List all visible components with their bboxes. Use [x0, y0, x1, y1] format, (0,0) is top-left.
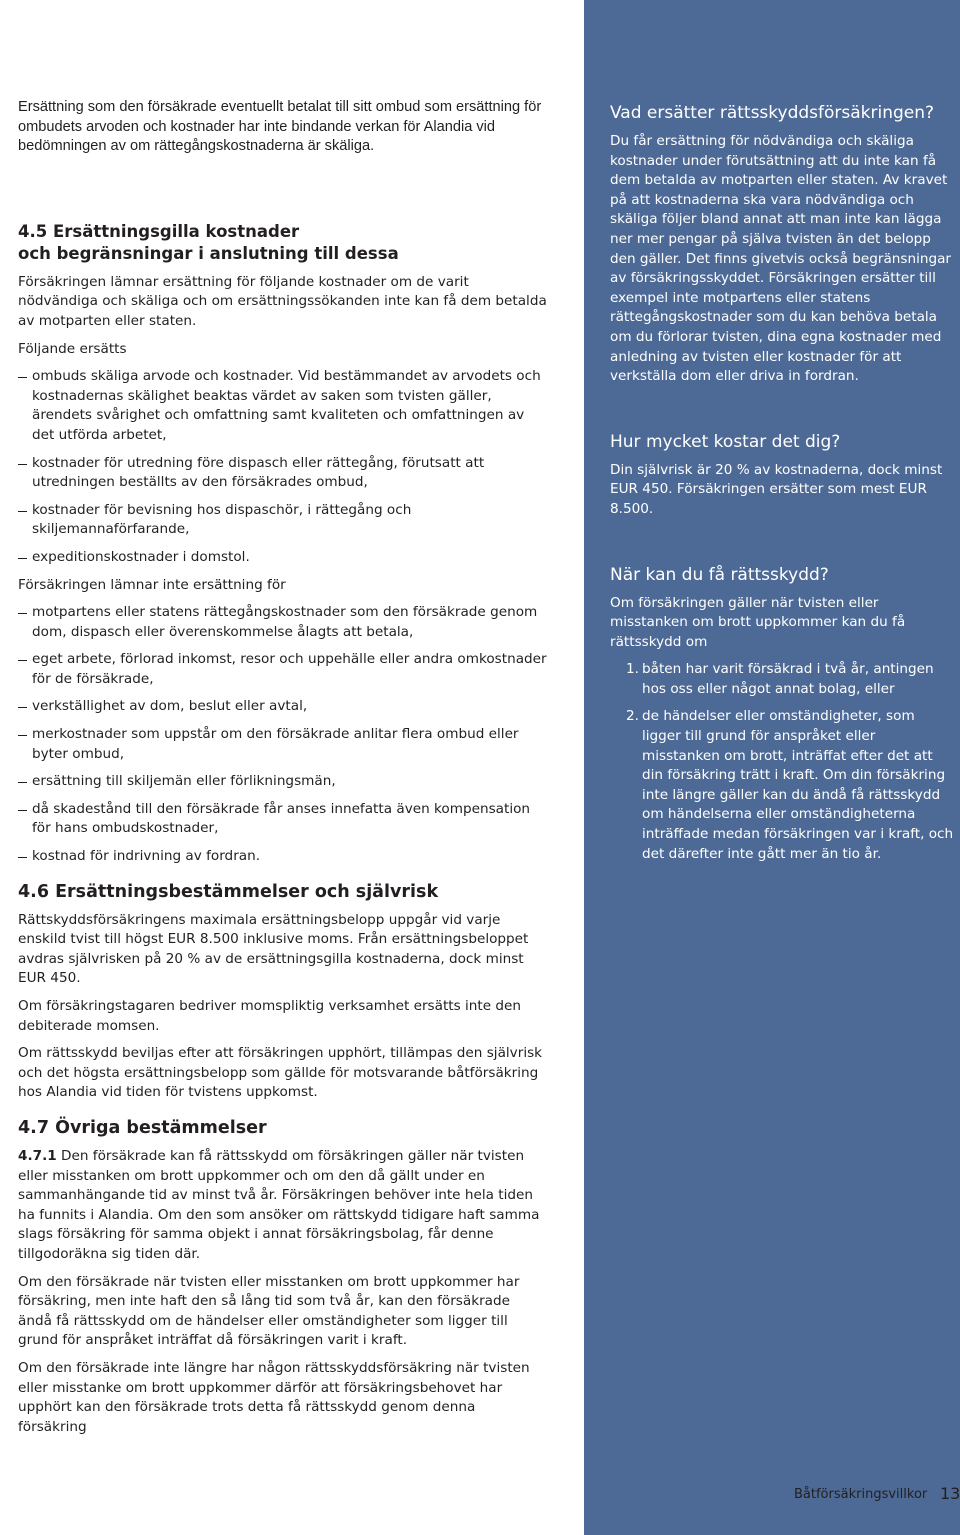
excluded-costs-list: [18, 603, 548, 867]
list-item: merkostnader som uppstår om den försäkrade anlitar flera ombud eller byter ombud,: [18, 725, 548, 764]
section-4-7-1-number: 4.7.1: [18, 1147, 57, 1164]
intro-paragraph: Ersättning som den försäkrade eventuellt betalat till sitt ombud som ersättning för ombudets arvoden och kostnader har inte bindande verkan för Alandia vid bedömningen av om rättegångskostnaderna är skäliga.: [18, 99, 542, 155]
section-4-5-excluded-intro: Försäkringen lämnar inte ersättning för: [18, 576, 286, 593]
list-item: kostnader för bevisning hos dispaschör, i rättegång och skiljemannaförfarande,: [18, 501, 548, 540]
sidebar-text-cost: Din självrisk är 20 % av kostnaderna, dock minst EUR 450. Försäkringen ersätter som mest EUR 8.500.: [610, 461, 943, 517]
page-footer: [794, 1484, 960, 1504]
list-item: då skadestånd till den försäkrade får anses innefatta även kompensation för hans ombudskostnader,: [18, 800, 548, 839]
sidebar-text-when: Om försäkringen gäller när tvisten eller misstanken om brott uppkommer kan du få rättsskydd om: [610, 594, 906, 650]
sidebar-heading-what-covered: Vad ersätter rättsskyddsförsäkringen?: [610, 103, 935, 123]
list-item-number: 1.: [626, 661, 639, 678]
section-4-6-heading: 4.6 Ersättningsbestämmelser och självrisk: [18, 881, 439, 902]
main-column: [18, 98, 548, 1445]
section-4-6-paragraph-1: Rättskyddsförsäkringens maximala ersättningsbelopp uppgår vid varje enskild tvist till högst EUR 8.500 inklusive moms. Från ersättningsbeloppet avdras självrisken på 20 % av de ersättningsgilla kostnaderna, dock minst EUR 450.: [18, 911, 529, 987]
list-item: [610, 707, 956, 864]
sidebar-heading-when: När kan du få rättsskydd?: [610, 564, 829, 585]
section-4-7-1-paragraph: [18, 1147, 548, 1265]
list-item: ombuds skäliga arvode och kostnader. Vid bestämmandet av arvodets och kostnadernas skälighet beaktas värdet av saken som tvisten gäller, ärendets svårighet och omfattning samt kvaliteten och omfattningen av det utförda arbetet,: [18, 367, 548, 445]
sidebar-text-what-covered: Du får ersättning för nödvändiga och skäliga kostnader under förutsättning att du inte kan få dem betalda av motparten eller staten. Av kravet på att kostnaderna ska vara nödvändiga och skäliga följer bland annat att man inte kan lägga ner mer pengar på själva tvisten än det belopp den gäller. Det finns givetvis också begränsningar av försäkringsskyddet. Försäkringen ersätter till exempel inte motpartens eller statens rättegångskostnader som du kan behöva betala om du förlorar tvisten, dina egna kostnader med anledning av tvisten eller kostnader för att verkställa dom eller driva in fordran.: [610, 133, 952, 385]
list-item: [610, 660, 956, 699]
section-4-7-paragraph-3: Om den försäkrade inte längre har någon rättsskyddsförsäkring när tvisten eller misstanke om brott uppkommer därför att försäkringsbehovet har upphört kan den försäkrade trots detta få rättsskydd genom denna försäkring: [18, 1359, 530, 1435]
section-4-5-heading: [18, 221, 548, 265]
footer-title: Båtförsäkringsvillkor: [794, 1487, 928, 1502]
list-item: kostnader för utredning före dispasch eller rättegång, förutsatt att utredningen beställts av den försäkrades ombud,: [18, 454, 548, 493]
list-item: kostnad för indrivning av fordran.: [18, 847, 548, 867]
list-item: verkställighet av dom, beslut eller avtal,: [18, 697, 548, 717]
section-4-6-paragraph-2: Om försäkringstagaren bedriver momspliktig verksamhet ersätts inte den debiterade momsen.: [18, 998, 522, 1034]
list-item-number: 2.: [626, 708, 639, 725]
list-item: motpartens eller statens rättegångskostnader som den försäkrade genom dom, dispasch eller överenskommelse ålagts att betala,: [18, 603, 548, 642]
section-4-5-covered-intro: Följande ersätts: [18, 340, 127, 357]
list-item: ersättning till skiljemän eller förlikningsmän,: [18, 772, 548, 792]
sidebar-conditions-list: [610, 660, 956, 864]
section-4-7-heading: 4.7 Övriga bestämmelser: [18, 1117, 267, 1138]
section-4-5-paragraph: Försäkringen lämnar ersättning för följande kostnader om de varit nödvändiga och skäliga och om ersättningssökanden inte kan få dem betalda av motparten eller staten.: [18, 273, 547, 329]
sidebar-content: [610, 102, 956, 872]
sidebar-panel: [584, 0, 960, 1535]
list-item: expeditionskostnader i domstol.: [18, 548, 548, 568]
section-4-5-heading-line1: 4.5 Ersättningsgilla kostnader: [18, 221, 300, 241]
section-4-5-heading-line2: och begränsningar i anslutning till dessa: [18, 243, 399, 263]
list-item-text: de händelser eller omständigheter, som ligger till grund för anspråket eller misstanken om brott, inträffat efter det att din försäkring trätt i kraft. Om din försäkring inte längre gäller kan du ändå få rättsskydd om händelserna eller omständigheterna inträffade medan försäkringen var i kraft, och det därefter inte gått mer än tio år.: [642, 708, 954, 862]
list-item: eget arbete, förlorad inkomst, resor och uppehälle eller andra omkostnader för de försäkrade,: [18, 650, 548, 689]
sidebar-heading-cost: Hur mycket kostar det dig?: [610, 431, 841, 452]
covered-costs-list: [18, 367, 548, 567]
section-4-6-paragraph-3: Om rättsskydd beviljas efter att försäkringen upphört, tillämpas den självrisk och det högsta ersättningsbelopp som gällde för motsvarande båtförsäkring hos Alandia vid tiden för tvistens uppkomst.: [18, 1045, 543, 1101]
section-4-7-1-text: Den försäkrade kan få rättsskydd om försäkringen gäller när tvisten eller misstanken om brott uppkommer och om den då gällt under en sammanhängande tid av minst två år. Försäkringen behöver inte hela tiden ha funnits i Alandia. Om den som ansöker om rättskydd tidigare haft samma slags försäkring för samma objekt i annat försäkringsbolag, får denne tillgodoräkna sig tiden där.: [18, 1147, 540, 1262]
list-item-text: båten har varit försäkrad i två år, antingen hos oss eller något annat bolag, eller: [642, 661, 934, 697]
section-4-7-paragraph-2: Om den försäkrade när tvisten eller misstanken om brott uppkommer har försäkring, men inte haft den så lång tid som två år, kan den försäkrade ändå få rättsskydd om de händelser eller omständigheter som ligger till grund för anspråket inträffat då försäkringen varit i kraft.: [18, 1273, 520, 1349]
page-number: 13: [940, 1484, 960, 1503]
